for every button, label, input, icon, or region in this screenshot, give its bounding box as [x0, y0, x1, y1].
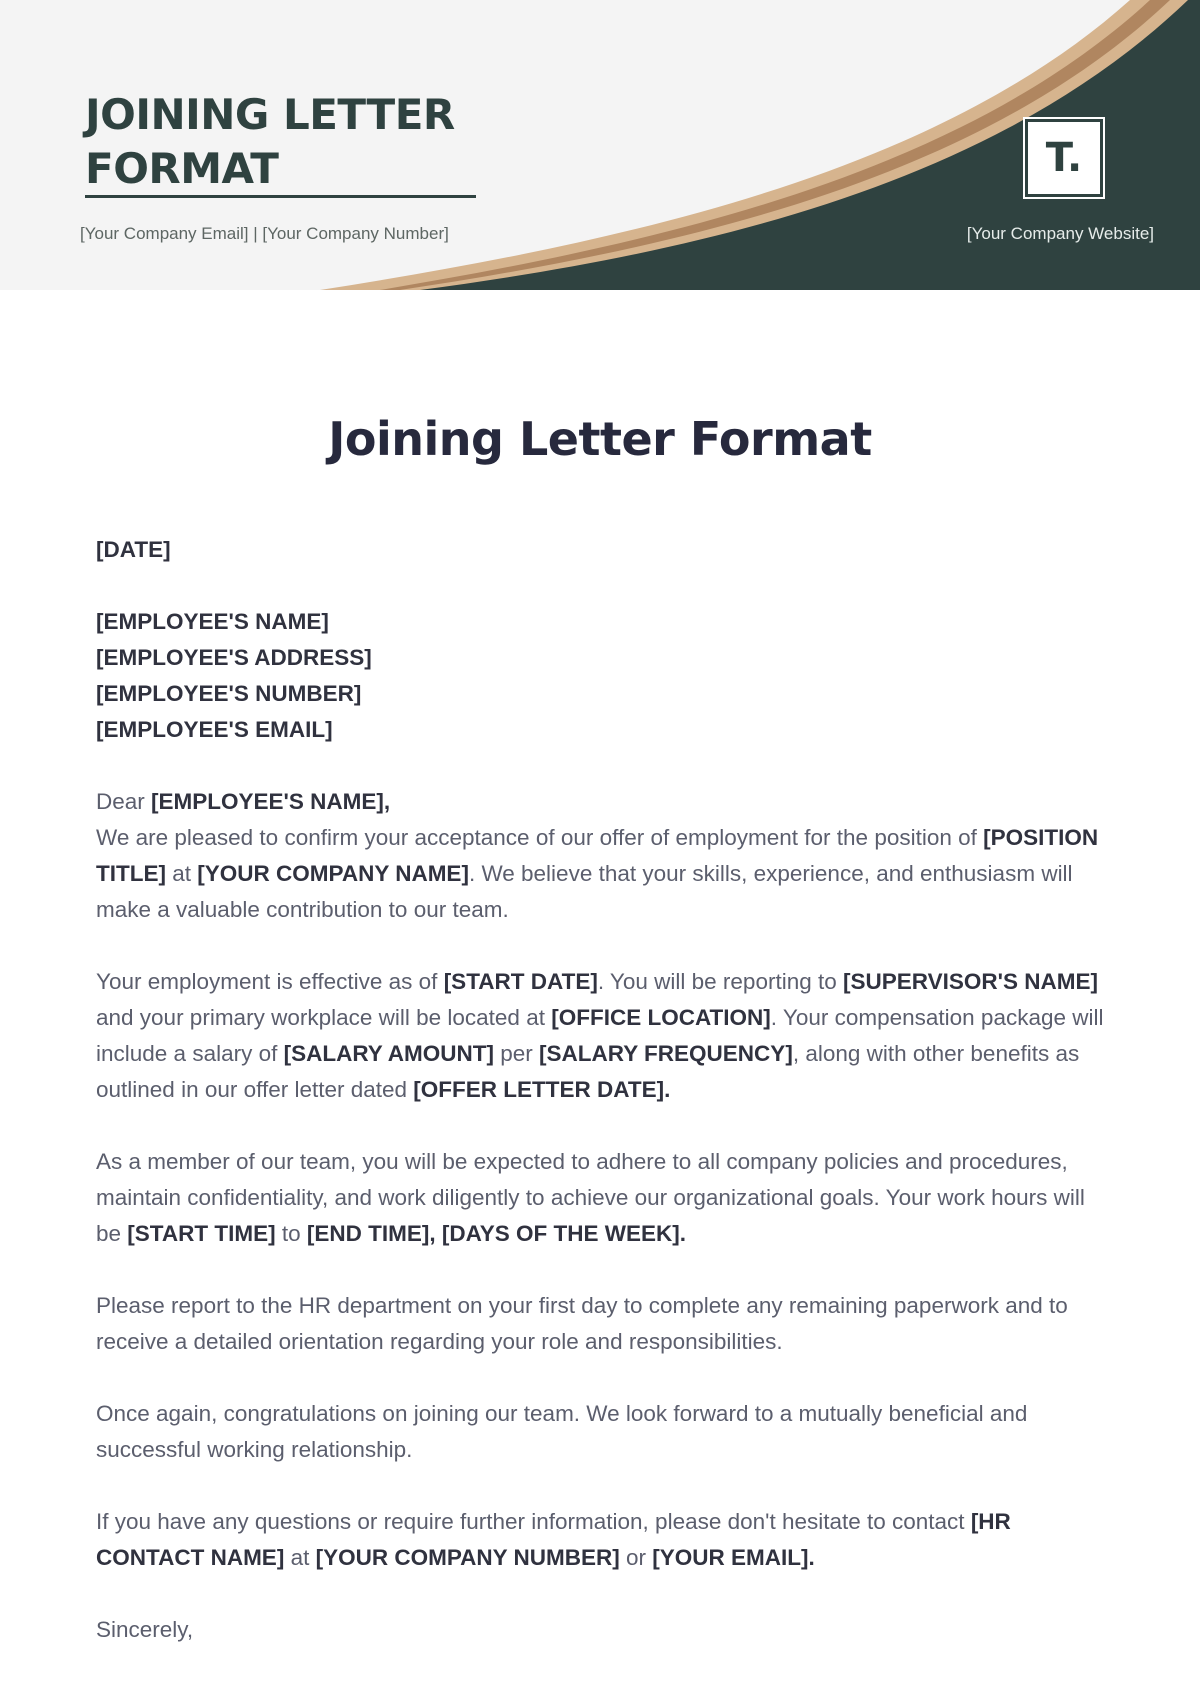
- letterhead-title-line2: FORMAT: [85, 144, 279, 193]
- text-run: Your employment is effective as of: [96, 969, 444, 994]
- letterhead-title-line1: JOINING LETTER: [85, 90, 455, 139]
- greeting: [96, 784, 1106, 820]
- text-run: at: [284, 1545, 316, 1570]
- date-line: [96, 532, 1106, 568]
- company-contact: [Your Company Email] | [Your Company Number]: [80, 224, 449, 243]
- closing: Sincerely,: [96, 1617, 194, 1642]
- title-underline: [85, 195, 476, 198]
- text-run: at: [165, 861, 198, 886]
- text-run: We are pleased to confirm your acceptance of our offer of employment for the position of: [96, 825, 984, 850]
- document-title: Joining Letter Format: [328, 412, 872, 466]
- text-run: per: [494, 1041, 540, 1066]
- placeholder-field: [HR CONTACT NAME]: [96, 1509, 1011, 1570]
- paragraph-congratulations: Once again, congratulations on joining our team. We look forward to a mutually beneficial and successful working relationship.: [96, 1401, 1028, 1462]
- placeholder-field: [SALARY AMOUNT]: [283, 1041, 495, 1066]
- text-run: If you have any questions or require further information, please don't hesitate to contact: [96, 1509, 971, 1534]
- recipient-block: [96, 604, 1106, 748]
- text-run: to: [275, 1221, 307, 1246]
- text-run: . You will be reporting to: [597, 969, 843, 994]
- text-run: and your primary workplace will be located at: [96, 1005, 552, 1030]
- recipient-line: [EMPLOYEE'S EMAIL]: [96, 717, 333, 742]
- recipient-line: [EMPLOYEE'S ADDRESS]: [96, 645, 372, 670]
- placeholder-field: [OFFER LETTER DATE].: [413, 1077, 671, 1102]
- placeholder-field: [SUPERVISOR'S NAME]: [843, 969, 1098, 994]
- greeting-prefix: Dear: [96, 789, 152, 814]
- paragraph-contact: [96, 1504, 1106, 1576]
- letterhead-title: [85, 88, 455, 196]
- letter-body: [96, 532, 1106, 1684]
- placeholder-field: [SALARY FREQUENCY]: [539, 1041, 793, 1066]
- text-run: . We believe that your skills, experience, and enthusiasm will make a valuable contribution to our team.: [96, 861, 1073, 922]
- text-run: As a member of our team, you will be expected to adhere to all company policies and procedures, maintain confidentiality, and work diligently to achieve our organizational goals. Your work hours will be: [96, 1149, 1085, 1246]
- placeholder-field: [START DATE]: [443, 969, 598, 994]
- placeholder-field: [YOUR EMAIL].: [652, 1545, 815, 1570]
- date-placeholder: [DATE]: [96, 537, 171, 562]
- company-logo: [1026, 120, 1102, 196]
- placeholder-field: [YOUR COMPANY NAME]: [197, 861, 469, 886]
- recipient-line: [EMPLOYEE'S NUMBER]: [96, 681, 362, 706]
- placeholder-field: [OFFICE LOCATION]: [551, 1005, 771, 1030]
- recipient-line: [EMPLOYEE'S NAME]: [96, 609, 329, 634]
- paragraph-policies: [96, 1144, 1106, 1252]
- placeholder-field: [YOUR COMPANY NUMBER]: [315, 1545, 620, 1570]
- greeting-name: [EMPLOYEE'S NAME],: [151, 789, 391, 814]
- text-run: , along with other benefits as outlined in our offer letter dated: [96, 1041, 1080, 1102]
- placeholder-field: [POSITION TITLE]: [96, 825, 1099, 886]
- logo-letter: T.: [1045, 135, 1083, 181]
- paragraph-confirmation: [96, 820, 1106, 928]
- text-run: or: [619, 1545, 653, 1570]
- letterhead: [0, 0, 1200, 290]
- placeholder-field: [END TIME], [DAYS OF THE WEEK].: [306, 1221, 687, 1246]
- paragraph-first-day: Please report to the HR department on your first day to complete any remaining paperwork and to receive a detailed orientation regarding your role and responsibilities.: [96, 1293, 1068, 1354]
- text-run: . Your compensation package will include a salary of: [96, 1005, 1104, 1066]
- company-website: [Your Company Website]: [966, 224, 1154, 243]
- placeholder-field: [START TIME]: [127, 1221, 276, 1246]
- paragraph-employment-terms: [96, 964, 1106, 1108]
